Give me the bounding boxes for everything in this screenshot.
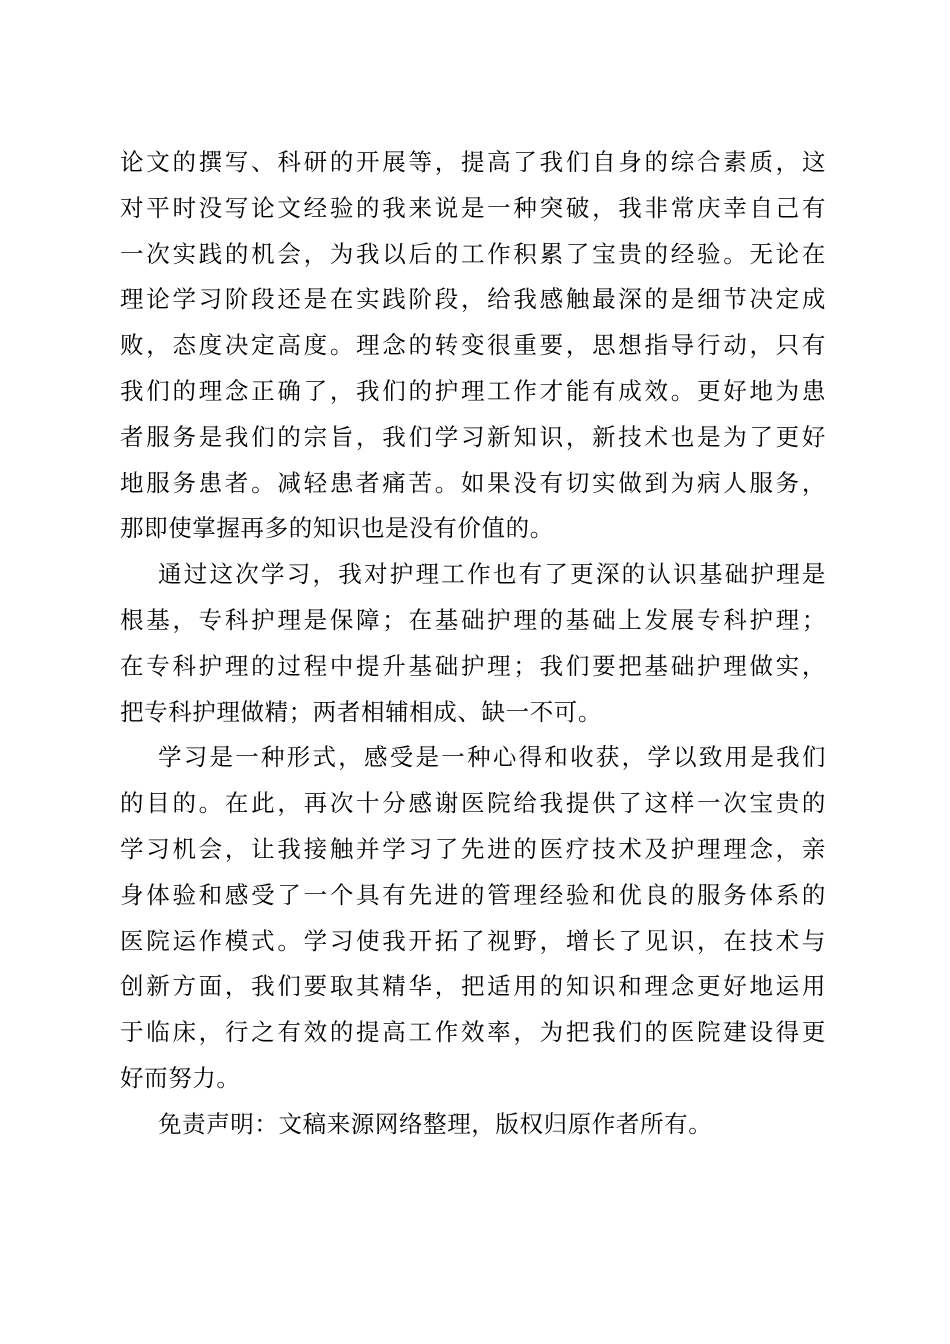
- paragraph-1: [120, 140, 826, 552]
- disclaimer-line: 免责声明：文稿来源网络整理，版权归原作者所有。: [158, 1109, 713, 1138]
- paragraph-line: 那即使掌握再多的知识也是没有价值的。: [120, 514, 554, 543]
- paragraph-line: 身体验和感受了一个具有先进的管理经验和优良的服务体系的: [120, 880, 826, 909]
- paragraph-line: 通过这次学习，我对护理工作也有了更深的认识基础护理是: [158, 560, 826, 589]
- disclaimer: [120, 1102, 826, 1148]
- paragraph-2: [120, 552, 826, 735]
- paragraph-line: 于临床，行之有效的提高工作效率，为把我们的医院建设得更: [120, 1018, 826, 1047]
- document-body: [120, 140, 826, 1148]
- paragraph-line: 的目的。在此，再次十分感谢医院给我提供了这样一次宝贵的: [120, 789, 826, 818]
- paragraph-line: 好而努力。: [120, 1063, 241, 1092]
- paragraph-line: 学习机会，让我接触并学习了先进的医疗技术及护理理念，亲: [120, 834, 826, 863]
- paragraph-line: 我们的理念正确了，我们的护理工作才能有成效。更好地为患: [120, 376, 826, 405]
- paragraph-line: 根基，专科护理是保障；在基础护理的基础上发展专科护理；: [120, 605, 826, 634]
- paragraph-line: 理论学习阶段还是在实践阶段，给我感触最深的是细节决定成: [120, 285, 826, 314]
- paragraph-line: 学习是一种形式，感受是一种心得和收获，学以致用是我们: [158, 743, 826, 772]
- paragraph-3: [120, 735, 826, 1101]
- paragraph-line: 论文的撰写、科研的开展等，提高了我们自身的综合素质，这: [120, 148, 826, 176]
- paragraph-line: 医院运作模式。学习使我开拓了视野，增长了见识，在技术与: [120, 926, 826, 955]
- paragraph-line: 对平时没写论文经验的我来说是一种突破，我非常庆幸自己有: [120, 193, 826, 222]
- paragraph-line: 在专科护理的过程中提升基础护理；我们要把基础护理做实，: [120, 651, 826, 680]
- paragraph-line: 创新方面，我们要取其精华，把适用的知识和理念更好地运用: [120, 972, 826, 1001]
- paragraph-line: 者服务是我们的宗旨，我们学习新知识，新技术也是为了更好: [120, 422, 826, 451]
- paragraph-line: 一次实践的机会，为我以后的工作积累了宝贵的经验。无论在: [120, 239, 826, 268]
- paragraph-line: 把专科护理做精；两者相辅相成、缺一不可。: [120, 697, 602, 726]
- paragraph-line: 败，态度决定高度。理念的转变很重要，思想指导行动，只有: [120, 331, 826, 360]
- paragraph-line: 地服务患者。减轻患者痛苦。如果没有切实做到为病人服务，: [120, 468, 826, 497]
